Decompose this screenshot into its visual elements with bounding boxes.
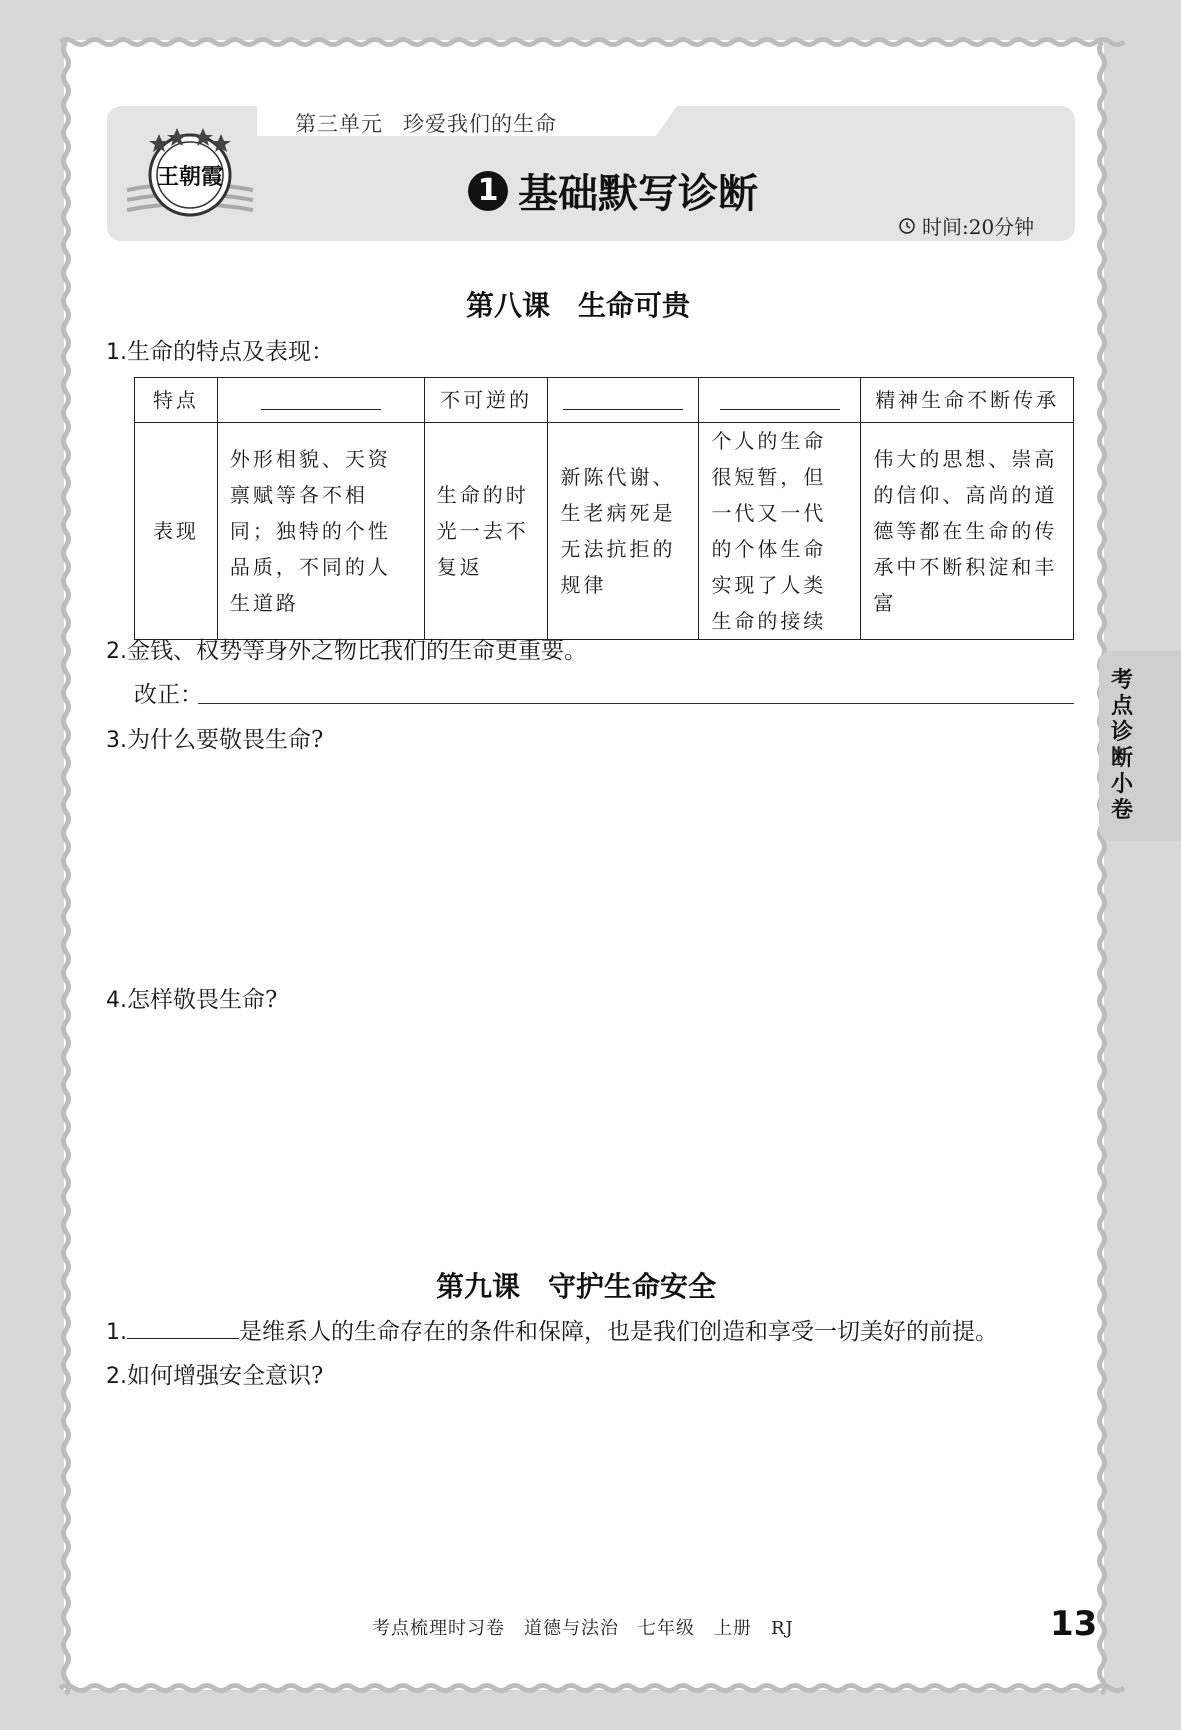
unit-label: 第三单元 — [295, 112, 383, 136]
q-text: 是维系人的生命存在的条件和保障，也是我们创造和享受一切美好的前提。 — [239, 1319, 998, 1345]
table-row-traits — [135, 378, 1074, 423]
lesson8-q4 — [106, 981, 277, 1014]
correction-answer-line[interactable] — [198, 703, 1074, 704]
lesson9-q2 — [106, 1357, 323, 1390]
unit-title — [295, 108, 557, 138]
q-number: 2. — [106, 1364, 127, 1389]
svg-text:王朝霞: 王朝霞 — [156, 164, 224, 190]
row-label-manifestations: 表现 — [135, 423, 218, 640]
trait-irreversible: 不可逆的 — [424, 378, 548, 423]
q-number: 1. — [106, 1320, 127, 1345]
unit-name: 珍爱我们的生命 — [403, 112, 557, 136]
lesson8-q2 — [106, 632, 587, 665]
q-text: 为什么要敬畏生命? — [127, 727, 324, 753]
time-limit — [898, 211, 1034, 240]
trait-blank-1[interactable] — [217, 378, 424, 423]
lesson8-title: 第八课 生命可贵 — [466, 289, 691, 322]
footer-text: 考点梳理时习卷 道德与法治 七年级 上册 RJ — [372, 1618, 794, 1639]
q-text: 金钱、权势等身外之物比我们的生命更重要。 — [127, 638, 587, 664]
trait-spiritual: 精神生命不断传承 — [861, 378, 1074, 423]
q-text: 如何增强安全意识? — [127, 1363, 324, 1389]
publisher-logo — [127, 120, 257, 225]
q-number: 3. — [106, 728, 127, 753]
quiz-title — [468, 162, 758, 219]
clock-icon — [898, 217, 916, 235]
trait-blank-2[interactable] — [548, 378, 699, 423]
q-number: 2. — [106, 639, 127, 664]
trait-blank-3[interactable] — [699, 378, 861, 423]
manifestation-3: 新陈代谢、生老病死是无法抗拒的规律 — [548, 423, 699, 640]
time-text: 时间:20分钟 — [922, 215, 1035, 239]
table-row-manifestations — [135, 423, 1074, 640]
lesson8-q3 — [106, 721, 323, 754]
lesson9-q1 — [106, 1313, 998, 1346]
quiz-title-text: 基础默写诊断 — [518, 171, 758, 217]
manifestation-5: 伟大的思想、崇高的信仰、高尚的道德等都在生命的传承中不断积淀和丰富 — [861, 423, 1074, 640]
side-tab-label: 考点诊断小卷 — [1111, 668, 1134, 823]
row-label-traits: 特点 — [135, 378, 218, 423]
q-text: 怎样敬畏生命? — [127, 987, 278, 1013]
q-number: 1. — [106, 340, 127, 365]
page-number: 13 — [1050, 1604, 1098, 1644]
manifestation-4: 个人的生命很短暂，但一代又一代的个体生命实现了人类生命的接续 — [699, 423, 861, 640]
quiz-number-badge: 1 — [468, 171, 508, 211]
correction-label: 改正： — [134, 682, 203, 708]
fill-blank[interactable] — [127, 1316, 239, 1339]
manifestation-1: 外形相貌、天资禀赋等各不相同；独特的个性品质，不同的人生道路 — [217, 423, 424, 640]
lesson9-title: 第九课 守护生命安全 — [436, 1270, 717, 1303]
lesson8-q1 — [106, 333, 334, 366]
traits-table — [134, 377, 1074, 640]
q-text: 生命的特点及表现： — [127, 339, 334, 365]
manifestation-2: 生命的时光一去不复返 — [424, 423, 548, 640]
q-number: 4. — [106, 988, 127, 1013]
